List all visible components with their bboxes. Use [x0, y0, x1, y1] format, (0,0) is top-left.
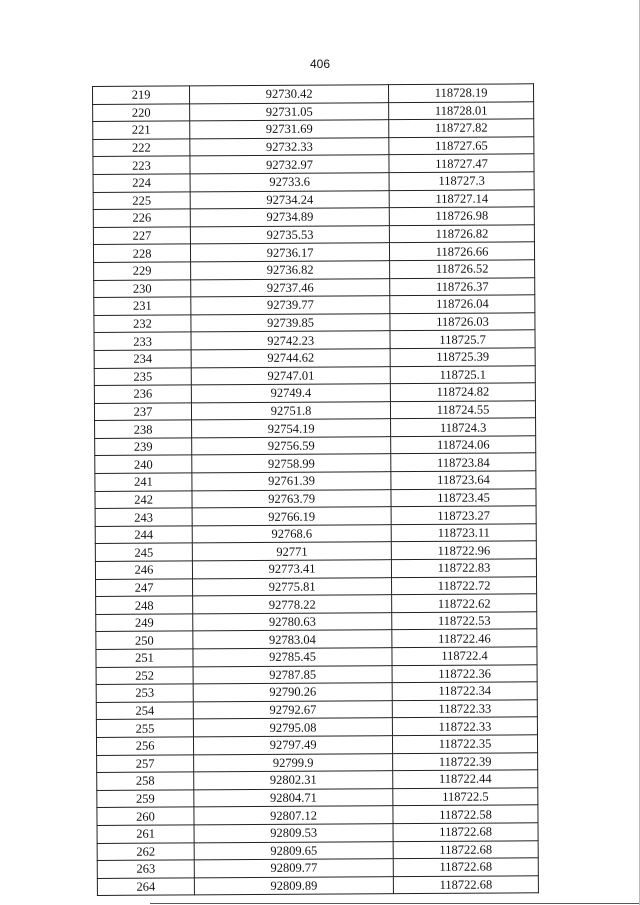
y-coordinate-cell: 118722.4 — [392, 647, 537, 665]
y-coordinate-cell: 118726.37 — [390, 277, 535, 295]
y-coordinate-cell: 118728.19 — [389, 84, 534, 102]
y-coordinate-cell: 118727.47 — [389, 154, 534, 172]
y-coordinate-cell: 118726.82 — [389, 225, 534, 243]
table-row — [97, 876, 538, 896]
y-coordinate-cell: 118722.68 — [393, 840, 538, 858]
y-coordinate-cell: 118727.65 — [389, 137, 534, 155]
coordinate-table — [92, 83, 539, 896]
y-coordinate-cell: 118722.35 — [393, 735, 538, 753]
point-number-cell: 254 — [96, 702, 193, 720]
point-number-cell: 259 — [97, 790, 194, 808]
y-coordinate-cell: 118722.39 — [393, 752, 538, 770]
x-coordinate-cell: 92731.69 — [190, 120, 389, 139]
point-number-cell: 262 — [97, 842, 194, 860]
point-number-cell: 227 — [93, 227, 190, 245]
point-number-cell: 236 — [94, 385, 191, 403]
point-number-cell: 223 — [93, 156, 190, 174]
y-coordinate-cell: 118723.64 — [391, 471, 536, 489]
point-number-cell: 229 — [94, 262, 191, 280]
x-coordinate-cell: 92797.49 — [194, 736, 393, 755]
y-coordinate-cell: 118722.68 — [393, 876, 538, 894]
x-coordinate-cell: 92778.22 — [193, 595, 392, 614]
x-coordinate-cell: 92804.71 — [194, 788, 393, 807]
point-number-cell: 220 — [93, 103, 190, 121]
point-number-cell: 261 — [97, 825, 194, 843]
point-number-cell: 232 — [94, 315, 191, 333]
y-coordinate-cell: 118722.36 — [392, 664, 537, 682]
y-coordinate-cell: 118722.58 — [393, 805, 538, 823]
y-coordinate-cell: 118724.3 — [391, 418, 536, 436]
point-number-cell: 233 — [94, 332, 191, 350]
x-coordinate-cell: 92736.17 — [190, 243, 389, 262]
point-number-cell: 224 — [93, 174, 190, 192]
y-coordinate-cell: 118726.66 — [390, 242, 535, 260]
x-coordinate-cell: 92742.23 — [191, 331, 390, 350]
y-coordinate-cell: 118722.5 — [393, 788, 538, 806]
point-number-cell: 235 — [94, 367, 191, 385]
x-coordinate-cell: 92809.89 — [194, 876, 393, 895]
point-number-cell: 248 — [96, 596, 193, 614]
point-number-cell: 246 — [95, 561, 192, 579]
x-coordinate-cell: 92734.24 — [190, 190, 389, 209]
point-number-cell: 234 — [94, 350, 191, 368]
x-coordinate-cell: 92766.19 — [192, 507, 391, 526]
point-number-cell: 244 — [95, 526, 192, 544]
point-number-cell: 228 — [93, 244, 190, 262]
x-coordinate-cell: 92790.26 — [193, 683, 392, 702]
point-number-cell: 255 — [96, 719, 193, 737]
y-coordinate-cell: 118722.33 — [392, 700, 537, 718]
point-number-cell: 241 — [95, 473, 192, 491]
bottom-rule — [150, 903, 640, 904]
x-coordinate-cell: 92732.33 — [190, 137, 389, 156]
x-coordinate-cell: 92744.62 — [191, 349, 390, 368]
point-number-cell: 219 — [93, 86, 190, 104]
coordinate-table-body — [93, 84, 539, 896]
point-number-cell: 230 — [94, 279, 191, 297]
y-coordinate-cell: 118727.82 — [389, 119, 534, 137]
point-number-cell: 226 — [93, 209, 190, 227]
point-number-cell: 250 — [96, 631, 193, 649]
y-coordinate-cell: 118726.52 — [390, 260, 535, 278]
y-coordinate-cell: 118723.27 — [391, 506, 536, 524]
y-coordinate-cell: 118722.34 — [392, 682, 537, 700]
y-coordinate-cell: 118722.44 — [393, 770, 538, 788]
x-coordinate-cell: 92768.6 — [192, 525, 391, 544]
y-coordinate-cell: 118727.14 — [389, 189, 534, 207]
point-number-cell: 256 — [96, 737, 193, 755]
point-number-cell: 249 — [96, 614, 193, 632]
x-coordinate-cell: 92737.46 — [191, 278, 390, 297]
x-coordinate-cell: 92756.59 — [192, 437, 391, 456]
x-coordinate-cell: 92731.05 — [190, 102, 389, 121]
x-coordinate-cell: 92809.53 — [194, 824, 393, 843]
point-number-cell: 263 — [97, 860, 194, 878]
point-number-cell: 258 — [97, 772, 194, 790]
x-coordinate-cell: 92795.08 — [193, 718, 392, 737]
x-coordinate-cell: 92739.77 — [191, 296, 390, 315]
y-coordinate-cell: 118726.04 — [390, 295, 535, 313]
y-coordinate-cell: 118724.82 — [390, 383, 535, 401]
y-coordinate-cell: 118726.03 — [390, 313, 535, 331]
y-coordinate-cell: 118722.53 — [392, 612, 537, 630]
point-number-cell: 238 — [95, 420, 192, 438]
y-coordinate-cell: 118727.3 — [389, 172, 534, 190]
y-coordinate-cell: 118723.45 — [391, 488, 536, 506]
point-number-cell: 242 — [95, 491, 192, 509]
point-number-cell: 222 — [93, 139, 190, 157]
point-number-cell: 237 — [94, 403, 191, 421]
x-coordinate-cell: 92733.6 — [190, 173, 389, 192]
point-number-cell: 252 — [96, 666, 193, 684]
x-coordinate-cell: 92735.53 — [190, 225, 389, 244]
y-coordinate-cell: 118722.83 — [392, 559, 537, 577]
x-coordinate-cell: 92732.97 — [190, 155, 389, 174]
x-coordinate-cell: 92749.4 — [191, 384, 390, 403]
point-number-cell: 247 — [96, 579, 193, 597]
x-coordinate-cell: 92792.67 — [193, 700, 392, 719]
y-coordinate-cell: 118724.55 — [391, 400, 536, 418]
point-number-cell: 231 — [94, 297, 191, 315]
x-coordinate-cell: 92807.12 — [194, 806, 393, 825]
point-number-cell: 221 — [93, 121, 190, 139]
x-coordinate-cell: 92734.89 — [190, 208, 389, 227]
y-coordinate-cell: 118722.33 — [392, 717, 537, 735]
y-coordinate-cell: 118725.1 — [390, 365, 535, 383]
x-coordinate-cell: 92739.85 — [191, 313, 390, 332]
x-coordinate-cell: 92761.39 — [192, 472, 391, 491]
y-coordinate-cell: 118725.7 — [390, 330, 535, 348]
x-coordinate-cell: 92747.01 — [191, 366, 390, 385]
y-coordinate-cell: 118724.06 — [391, 436, 536, 454]
point-number-cell: 240 — [95, 455, 192, 473]
x-coordinate-cell: 92809.77 — [194, 859, 393, 878]
x-coordinate-cell: 92763.79 — [192, 489, 391, 508]
point-number-cell: 245 — [95, 543, 192, 561]
y-coordinate-cell: 118722.96 — [391, 541, 536, 559]
x-coordinate-cell: 92799.9 — [194, 753, 393, 772]
x-coordinate-cell: 92780.63 — [193, 612, 392, 631]
y-coordinate-cell: 118722.68 — [393, 858, 538, 876]
y-coordinate-cell: 118722.62 — [392, 594, 537, 612]
x-coordinate-cell: 92775.81 — [193, 577, 392, 596]
point-number-cell: 260 — [97, 807, 194, 825]
x-coordinate-cell: 92783.04 — [193, 630, 392, 649]
x-coordinate-cell: 92802.31 — [194, 771, 393, 790]
page-number: 406 — [309, 57, 331, 71]
y-coordinate-cell: 118722.72 — [392, 576, 537, 594]
x-coordinate-cell: 92787.85 — [193, 665, 392, 684]
point-number-cell: 253 — [96, 684, 193, 702]
y-coordinate-cell: 118723.11 — [391, 524, 536, 542]
y-coordinate-cell: 118722.46 — [392, 629, 537, 647]
x-coordinate-cell: 92773.41 — [192, 560, 391, 579]
x-coordinate-cell: 92771 — [192, 542, 391, 561]
y-coordinate-cell: 118726.98 — [389, 207, 534, 225]
point-number-cell: 257 — [97, 754, 194, 772]
x-coordinate-cell: 92785.45 — [193, 648, 392, 667]
point-number-cell: 239 — [95, 438, 192, 456]
y-coordinate-cell: 118723.84 — [391, 453, 536, 471]
point-number-cell: 225 — [93, 191, 190, 209]
point-number-cell: 251 — [96, 649, 193, 667]
x-coordinate-cell: 92736.82 — [191, 261, 390, 280]
x-coordinate-cell: 92809.65 — [194, 841, 393, 860]
point-number-cell: 243 — [95, 508, 192, 526]
x-coordinate-cell: 92758.99 — [192, 454, 391, 473]
y-coordinate-cell: 118728.01 — [389, 101, 534, 119]
point-number-cell: 264 — [97, 878, 194, 896]
x-coordinate-cell: 92751.8 — [191, 401, 390, 420]
x-coordinate-cell: 92754.19 — [192, 419, 391, 438]
x-coordinate-cell: 92730.42 — [190, 85, 389, 104]
y-coordinate-cell: 118722.68 — [393, 823, 538, 841]
y-coordinate-cell: 118725.39 — [390, 348, 535, 366]
